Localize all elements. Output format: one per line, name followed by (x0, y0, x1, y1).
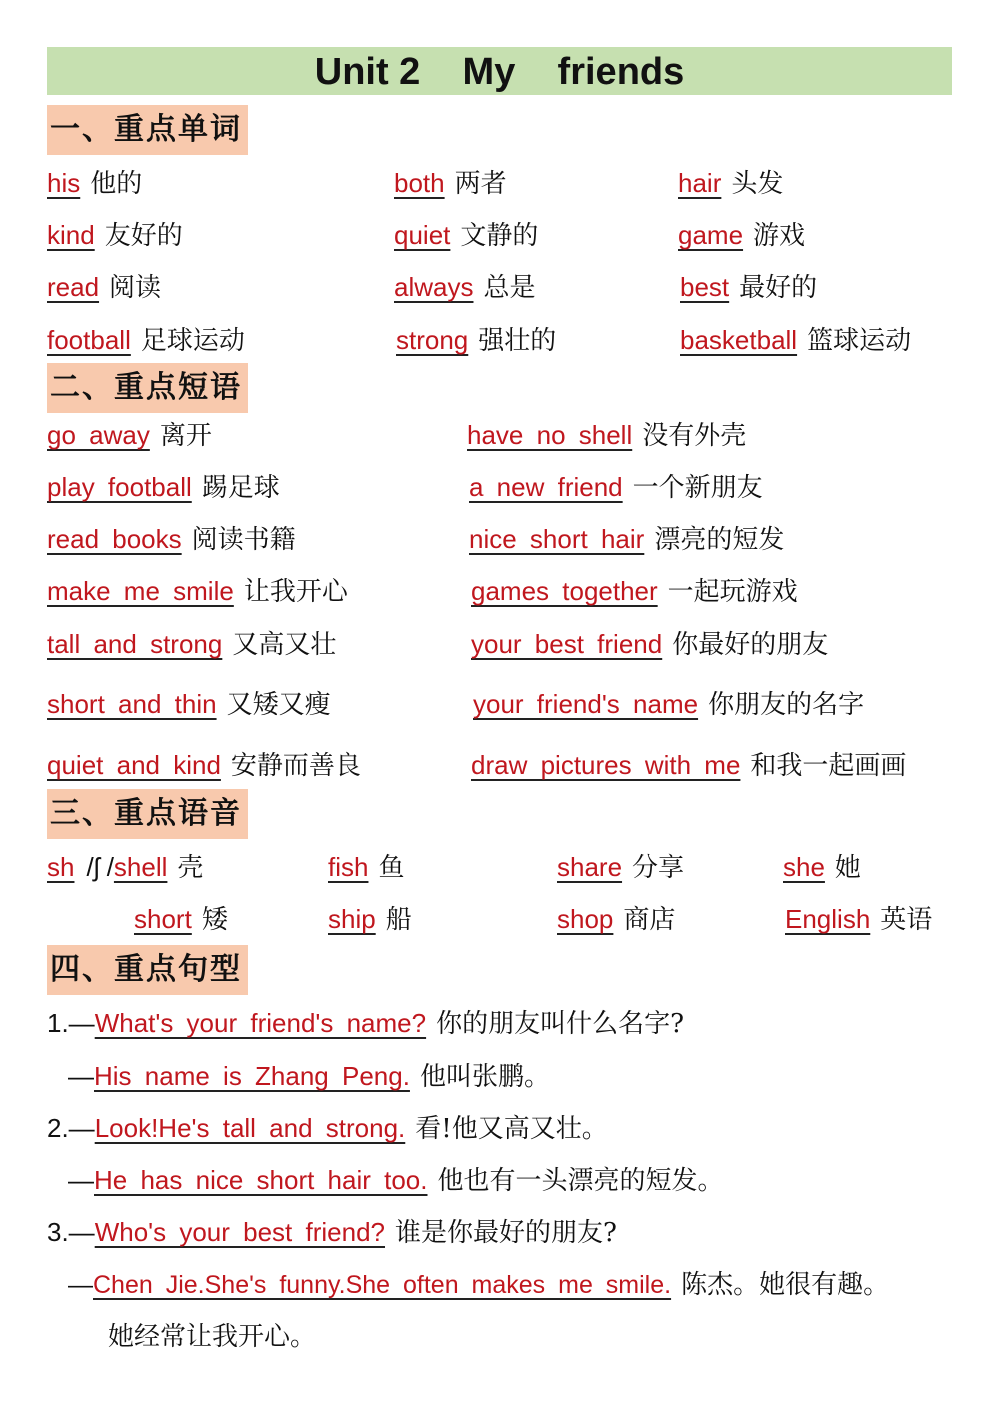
phrase-item: make me smile 让我开心 (47, 576, 348, 607)
word-item: game 游戏 (678, 220, 806, 251)
sound-item: fish 鱼 (328, 852, 405, 883)
word-item: always 总是 (394, 272, 536, 303)
word-item: kind 友好的 (47, 220, 183, 251)
section-heading-phrases: 二、重点短语 (47, 363, 248, 413)
sentence-item: —His name is Zhang Peng. 他叫张鹏。 (68, 1061, 550, 1092)
sound-item: English 英语 (785, 904, 933, 935)
phrase-item: go away 离开 (47, 420, 212, 451)
word-item: football 足球运动 (47, 325, 245, 356)
word-item: both 两者 (394, 168, 507, 199)
phrase-item: short and thin 又矮又瘦 (47, 689, 331, 720)
phrase-item: have no shell 没有外壳 (467, 420, 747, 451)
section-heading-sentences: 四、重点句型 (47, 945, 248, 995)
phrase-item: a new friend 一个新朋友 (469, 472, 763, 503)
sound-item: shop 商店 (557, 904, 676, 935)
sentence-item: —He has nice short hair too. 他也有一头漂亮的短发。 (68, 1165, 724, 1196)
phrase-item: games together 一起玩游戏 (471, 576, 798, 607)
sentence-item: 2.—Look!He's tall and strong. 看!他又高又壮。 (47, 1113, 608, 1144)
sound-item: ship 船 (328, 904, 412, 935)
phrase-item: quiet and kind 安静而善良 (47, 750, 361, 781)
word-item: best 最好的 (680, 272, 818, 303)
word-item: basketball 篮球运动 (680, 325, 912, 356)
sound-key: sh /ʃ /shell 壳 (47, 852, 204, 883)
sentence-item: 1.—What's your friend's name? 你的朋友叫什么名字? (47, 1008, 685, 1039)
word-item: quiet 文静的 (394, 220, 539, 251)
word-item: read 阅读 (47, 272, 162, 303)
title-bar (47, 47, 952, 95)
phrase-item: tall and strong 又高又壮 (47, 629, 337, 660)
sound-item: share 分享 (557, 852, 685, 883)
sentence-item: —Chen Jie.She's funny.She often makes me smile. 陈杰。她很有趣。 (68, 1270, 890, 1300)
phrase-item: nice short hair 漂亮的短发 (469, 524, 785, 555)
sentence-item: 3.—Who's your best friend? 谁是你最好的朋友? (47, 1217, 617, 1248)
sound-item: she 她 (783, 852, 861, 883)
word-item: hair 头发 (678, 168, 784, 199)
sound-item: short 矮 (134, 904, 228, 935)
phrase-item: your friend's name 你朋友的名字 (473, 689, 865, 720)
phrase-item: read books 阅读书籍 (47, 524, 296, 555)
page-title: Unit 2 My friends (314, 51, 685, 93)
phrase-item: your best friend 你最好的朋友 (471, 629, 829, 660)
phrase-item: play football 踢足球 (47, 472, 280, 503)
word-item: his 他的 (47, 168, 143, 199)
section-heading-words: 一、重点单词 (47, 105, 248, 155)
sentence-continuation: 她经常让我开心。 (108, 1322, 317, 1352)
section-heading-sounds: 三、重点语音 (47, 789, 248, 839)
word-item: strong 强壮的 (396, 325, 557, 356)
phrase-item: draw pictures with me 和我一起画画 (471, 750, 907, 781)
